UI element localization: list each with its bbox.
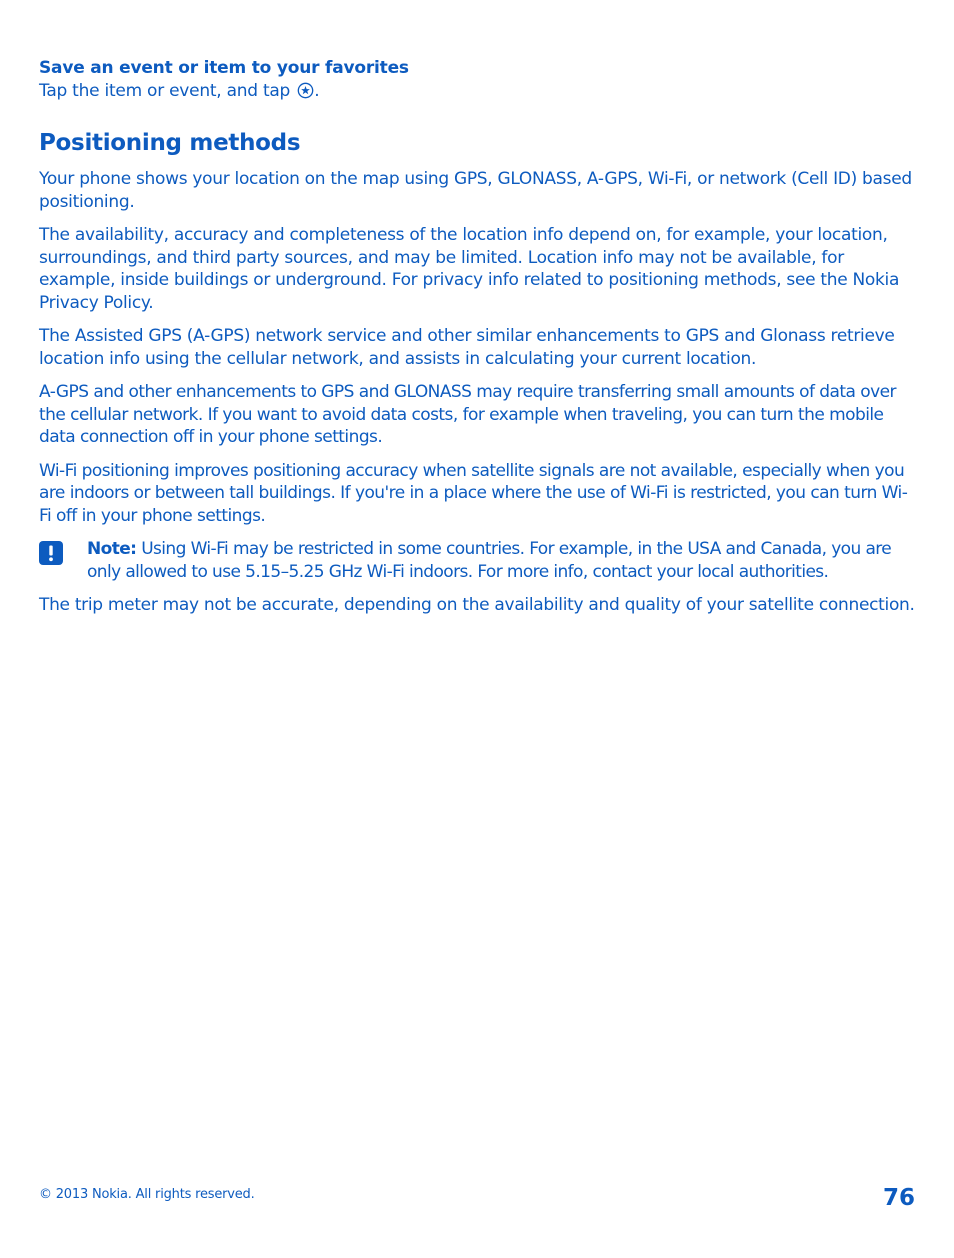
favorites-instruction (39, 80, 917, 102)
note-label: Note: (87, 539, 137, 559)
add-favorite-icon (297, 82, 314, 99)
positioning-paragraph-3: The Assisted GPS (A-GPS) network service and other similar enhancements to GPS and Glonass retrieve location info using the cellular network, and assists in calculating your current location. (39, 326, 895, 369)
page-number: 76 (882, 1185, 915, 1211)
positioning-paragraph-2: The availability, accuracy and completeness of the location info depend on, for example, your location, surroundings, and third party sources, and may be limited. Location info may not be available, for example, inside buildings or underground. For privacy info related to positioning methods, see the Nokia Privacy Policy. (39, 225, 900, 313)
note-body: Using Wi-Fi may be restricted in some countries. For example, in the USA and Canada, you are only allowed to use 5.15–5.25 GHz Wi-Fi indoors. For more info, contact your local authorities. (87, 539, 892, 582)
favorites-heading: Save an event or item to your favorites (39, 58, 409, 78)
positioning-paragraph-1: Your phone shows your location on the map using GPS, GLONASS, A-GPS, Wi-Fi, or network (Cell ID) based positioning. (39, 169, 912, 212)
note-text (87, 538, 917, 583)
trip-meter-paragraph: The trip meter may not be accurate, depending on the availability and quality of your satellite connection. (39, 595, 915, 615)
favorites-instruction-text: Tap the item or event, and tap (39, 81, 291, 101)
footer-copyright: © 2013 Nokia. All rights reserved. (39, 1187, 255, 1202)
positioning-heading: Positioning methods (39, 130, 301, 156)
positioning-paragraph-5: Wi-Fi positioning improves positioning accuracy when satellite signals are not available, especially when you are indoors or between tall buildings. If you're in a place where the use of Wi-Fi is restricted, you can turn Wi-Fi off in your phone settings. (39, 460, 908, 526)
exclamation-icon (39, 541, 63, 565)
positioning-paragraph-4: A-GPS and other enhancements to GPS and GLONASS may require transferring small amounts of data over the cellular network. If you want to avoid data costs, for example when traveling, you can turn the mobile data connection off in your phone settings. (39, 382, 896, 447)
document-page (39, 56, 917, 628)
wifi-note (39, 538, 917, 583)
favorites-instruction-end: . (314, 81, 320, 101)
